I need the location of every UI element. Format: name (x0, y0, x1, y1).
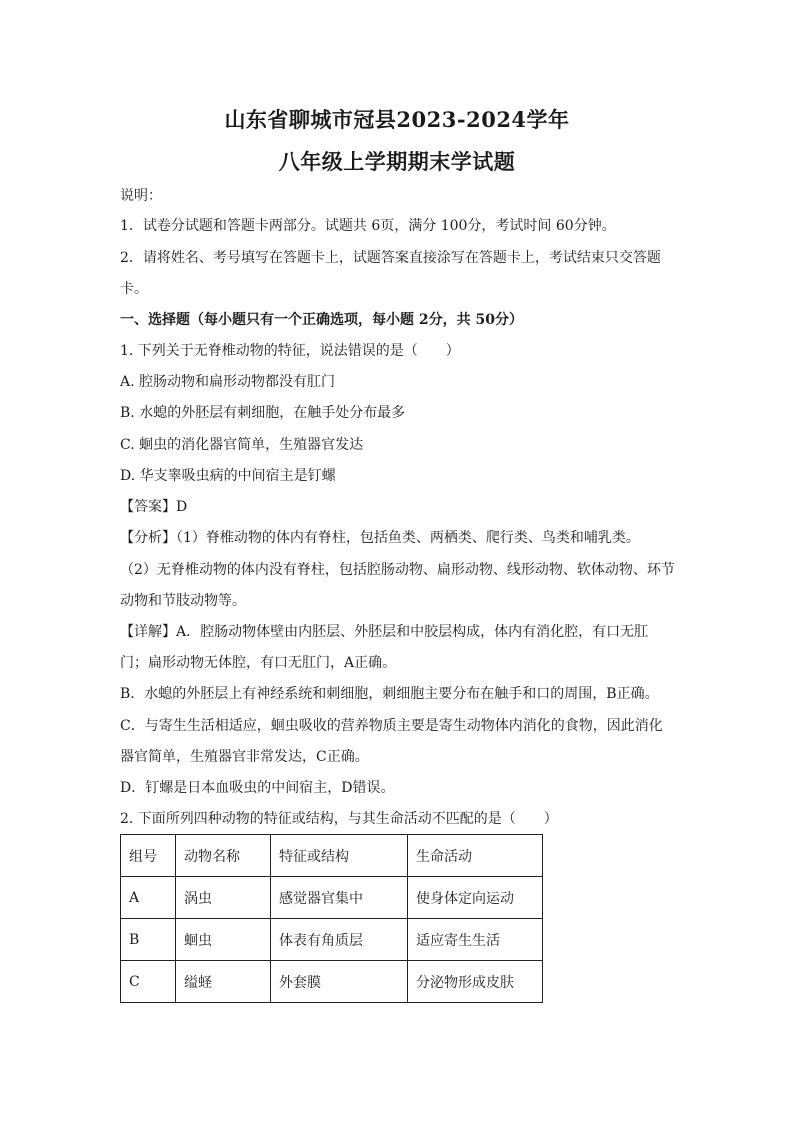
table-cell: 蛔虫 (176, 919, 271, 961)
question-1-detail-6: D．钉螺是日本血吸虫的中间宿主，D错误。 (120, 780, 395, 796)
instruction-item-2: 2．请将姓名、考号填写在答题卡上，试题答案直接涂写在答题卡上，考试结束只交答题 (120, 250, 661, 266)
question-1-analysis-1: 【分析】（1）脊椎动物的体内有脊柱，包括鱼类、两栖类、爬行类、鸟类和哺乳类。 (120, 530, 640, 546)
table-header-cell: 生命活动 (408, 835, 543, 877)
section-heading: 一、选择题（每小题只有一个正确选项，每小题 2分，共 50分） (120, 312, 523, 328)
table-cell: 使身体定向运动 (408, 877, 543, 919)
instructions-label: 说明： (120, 188, 162, 204)
table-cell: 缢蛏 (176, 961, 271, 1003)
table-cell: 外套膜 (271, 961, 408, 1003)
table-row (121, 877, 543, 919)
question-1-detail-1: 【详解】A．腔肠动物体壁由内胚层、外胚层和中胶层构成，体内有消化腔，有口无肛 (120, 624, 649, 640)
question-1-answer: 【答案】D (120, 499, 188, 515)
question-1-detail-5: 器官简单，生殖器官非常发达，C正确。 (120, 749, 369, 765)
table-cell: C (121, 961, 176, 1003)
question-1-detail-2: 门；扁形动物无体腔，有口无肛门，A正确。 (120, 655, 397, 671)
question-1-option-d: D. 华支睾吸虫病的中间宿主是钉螺 (120, 468, 336, 484)
table-cell: 涡虫 (176, 877, 271, 919)
question-1-analysis-3: 动物和节肢动物等。 (120, 593, 246, 609)
page-subtitle: 八年级上学期期末学试题 (278, 149, 516, 174)
table-cell: B (121, 919, 176, 961)
question-1-detail-4: C．与寄生生活相适应，蛔虫吸收的营养物质主要是寄生动物体内消化的食物，因此消化 (120, 718, 663, 734)
question-2-table (120, 834, 543, 1003)
table-cell: 分泌物形成皮肤 (408, 961, 543, 1003)
table-header-cell: 动物名称 (176, 835, 271, 877)
question-1-detail-3: B．水螅的外胚层上有神经系统和刺细胞，刺细胞主要分布在触手和口的周围，B正确。 (120, 686, 659, 702)
table-cell: 体表有角质层 (271, 919, 408, 961)
table-cell: 适应寄生生活 (408, 919, 543, 961)
table-row (121, 919, 543, 961)
instruction-item-2-cont: 卡。 (120, 281, 148, 297)
question-1-stem: 1. 下列关于无脊椎动物的特征，说法错误的是（ ） (120, 343, 460, 359)
question-1-option-b: B. 水螅的外胚层有刺细胞，在触手处分布最多 (120, 405, 406, 421)
table-row (121, 961, 543, 1003)
table-cell: 感觉器官集中 (271, 877, 408, 919)
question-1-option-a: A. 腔肠动物和扁形动物都没有肛门 (120, 374, 336, 390)
table-header-cell: 组号 (121, 835, 176, 877)
question-1-option-c: C. 蛔虫的消化器官简单，生殖器官发达 (120, 437, 364, 453)
table-header-row (121, 835, 543, 877)
instruction-item-1: 1．试卷分试题和答题卡两部分。试题共 6页，满分 100分，考试时间 60分钟。 (120, 218, 616, 234)
page-title: 山东省聊城市冠县2023-2024学年 (224, 107, 570, 132)
table-cell: A (121, 877, 176, 919)
question-2-stem: 2. 下面所列四种动物的特征或结构，与其生命活动不匹配的是（ ） (120, 811, 558, 827)
question-1-analysis-2: （2）无脊椎动物的体内没有脊柱，包括腔肠动物、扁形动物、线形动物、软体动物、环节 (120, 562, 675, 578)
table-header-cell: 特征或结构 (271, 835, 408, 877)
